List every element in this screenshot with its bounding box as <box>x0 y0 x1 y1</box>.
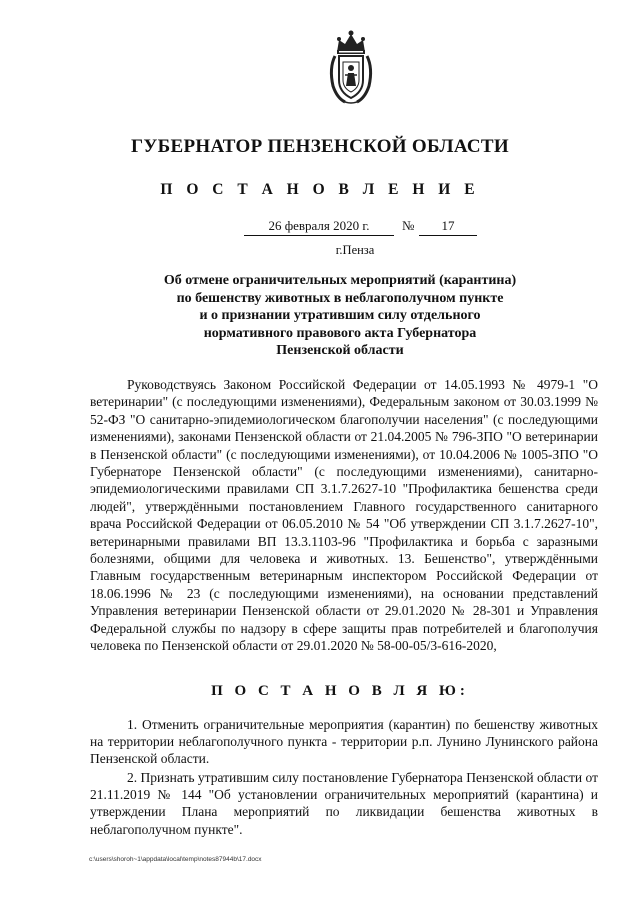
subject-line: и о признании утратившим силу отдельного <box>199 308 481 323</box>
number-sign: № <box>402 218 415 233</box>
resolution-item-1: 1. Отменить ограничительные мероприятия (карантин) по бешенству животных на территории неблагополучного пункта - территории р.п. Лунино Лунинского района Пензенской области. <box>90 717 598 767</box>
preamble-paragraph: Руководствуясь Законом Российской Федерации от 14.05.1993 № 4979-1 "О ветеринарии" (с последующими изменениями), Федеральным законом от 30.03.1999 № 52-ФЗ "О санитарно-эпидемиологическом благополучии населения" (с последующими изменениями), законами Пензенской области от 21.04.2005 № 796-ЗПО "О ветеринарии в Пензенской области" (с последующими изменениями), от 10.04.2006 № 1005-ЗПО "О Губернаторе Пензенской области" (с последующими изменениями), санитарно-эпидемиологическими правилами СП 3.1.7.2627-10 "Профилактика бешенства среди людей", утверждёнными постановлением Главного государственного санитарного врача Российской Федерации от 06.05.2010 № 54 "Об утверждении СП 3.1.7.2627-10", ветеринарными правилами ВП 13.3.1103-96 "Профилактика и борьба с заразными болезнями, общими для человека и животных. 13. Бешенство", утверждёнными Главным государственным ветеринарным инспектором Российской Федерации от 18.06.1996 № 23 (с последующими изменениями), на основании представлений Управления ветеринарии Пензенской области от 29.01.2020 № 28-301 и Управления Федеральной службы по надзору в сфере защиты прав потребителей и благополучия человека по Пензенской области от 29.01.2020 № 58-00-05/3-616-2020, <box>90 377 598 654</box>
document-date: 26 февраля 2020 г. <box>244 218 394 236</box>
subject-line: нормативного правового акта Губернатора <box>203 325 477 341</box>
penza-coat-of-arms-icon <box>325 28 377 106</box>
date-number-line <box>0 218 640 240</box>
issuing-city: г.Пенза <box>335 243 375 257</box>
governor-title: ГУБЕРНАТОР ПЕНЗЕНСКОЙ ОБЛАСТИ <box>131 136 509 157</box>
document-subject <box>120 272 560 360</box>
document-number: 17 <box>419 218 477 236</box>
subject-line: Об отмене ограничительных мероприятий (карантина) <box>163 273 517 288</box>
subject-line: по бешенству животных в неблагополучном пункте <box>176 290 504 306</box>
resolve-heading: П О С Т А Н О В Л Я Ю: <box>211 683 469 699</box>
resolution-item-2: 2. Признать утратившим силу постановление Губернатора Пензенской области от 21.11.2019 № 144 "Об установлении ограничительных мероприятий (карантина) и утверждении Плана мероприятий по ликвидации бешенства животных в неблагополучном пункте". <box>90 770 598 837</box>
document-type-heading: П О С Т А Н О В Л Е Н И Е <box>160 181 480 198</box>
subject-line: Пензенской области <box>276 343 404 358</box>
footer-file-path: c:\users\shoroh~1\appdata\local\temp\notes87944b\17.docx <box>89 856 262 863</box>
